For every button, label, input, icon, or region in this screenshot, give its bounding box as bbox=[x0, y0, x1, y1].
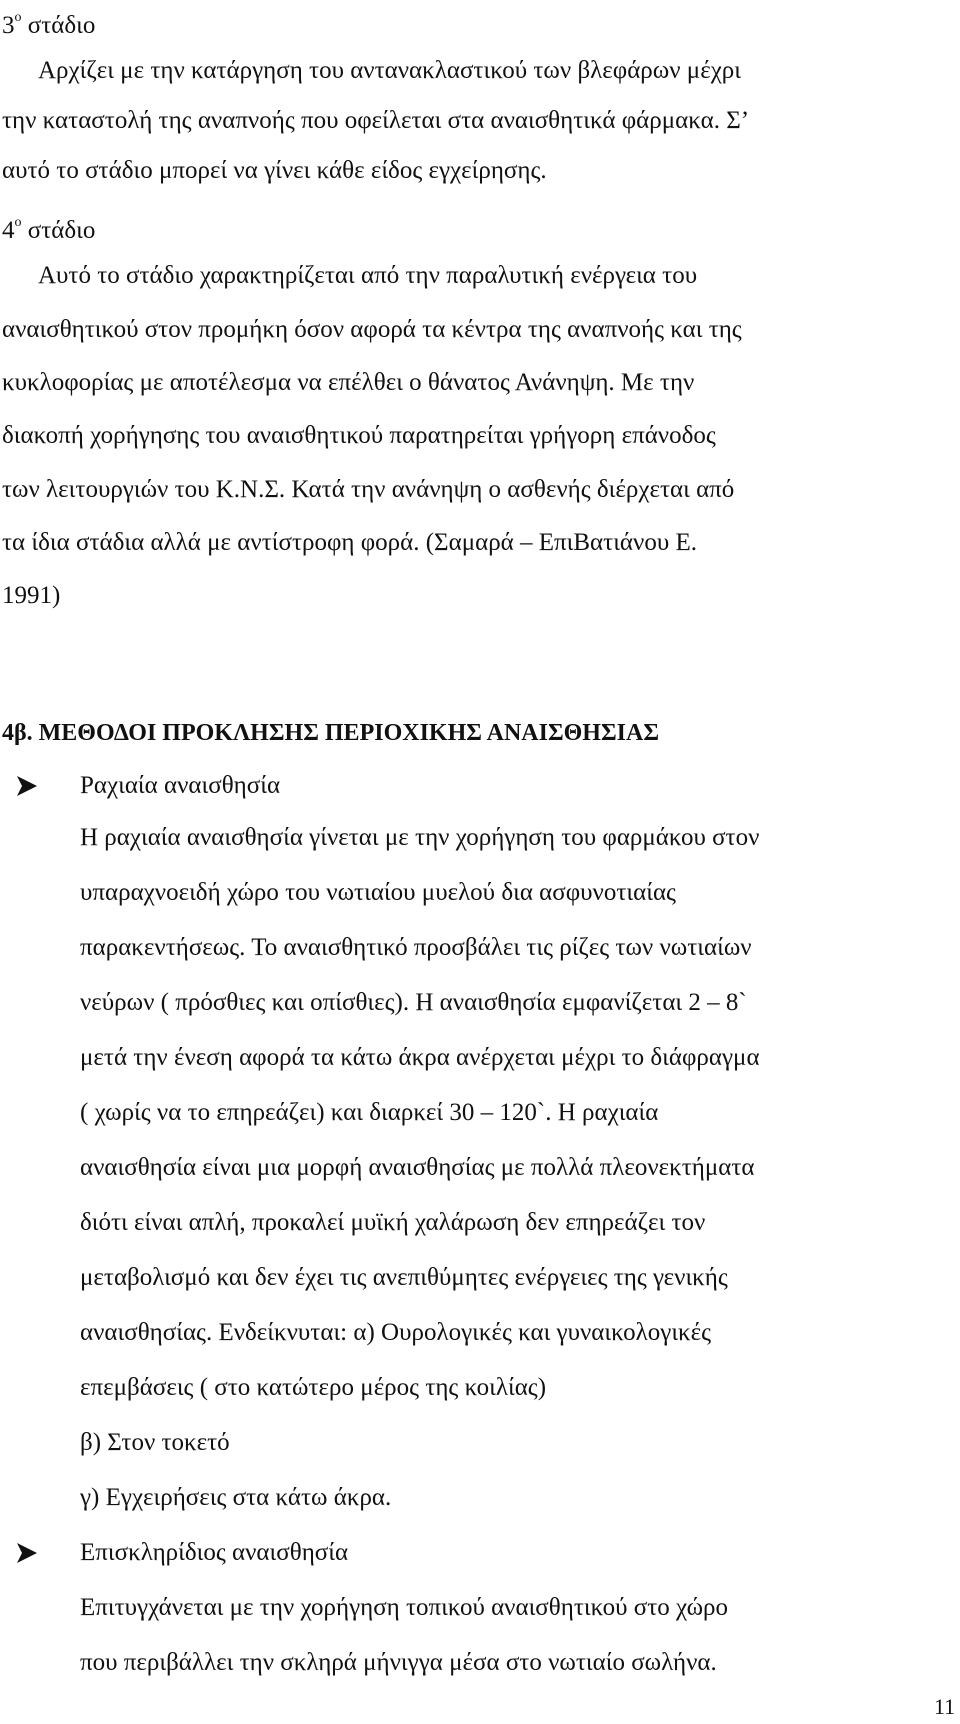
stage-3-ordinal: ο bbox=[14, 10, 22, 25]
stage-4-word: στάδιο bbox=[21, 217, 96, 244]
stage-4-line-5: των λειτουργιών του Κ.Ν.Σ. Κατά την ανάνηψη ο ασθενής διέρχεται από bbox=[2, 476, 735, 503]
arrow-bullet-icon bbox=[14, 773, 40, 799]
stage-4-line-6: τα ίδια στάδια αλλά με αντίστροφη φορά. (Σαμαρά – ΕπιΒατιάνου Ε. bbox=[2, 529, 697, 556]
spinal-line-6: ( χωρίς να το επηρεάζει) και διαρκεί 30 – 120`. Η ραχιαία bbox=[80, 1099, 659, 1126]
stage-4-line-2: αναισθητικού στον προμήκη όσον αφορά τα κέντρα της αναπνοής και της bbox=[2, 316, 742, 343]
spinal-line-7: αναισθησία είναι μια μορφή αναισθησίας με πολλά πλεονεκτήματα bbox=[80, 1154, 755, 1181]
bullet-item-spinal bbox=[0, 770, 960, 802]
spinal-line-4: νεύρων ( πρόσθιες και οπίσθιες). Η αναισθησία εμφανίζεται 2 – 8` bbox=[80, 989, 747, 1016]
stage-4-title bbox=[2, 207, 95, 247]
stage-4-ordinal: ο bbox=[14, 215, 22, 230]
stage-3-line-1: Αρχίζει με την κατάργηση του αντανακλαστικού των βλεφάρων μέχρι bbox=[38, 57, 741, 84]
page-number: 11 bbox=[934, 1694, 956, 1719]
stage-4-number: 4 bbox=[2, 217, 15, 244]
spinal-line-3: παρακεντήσεως. Το αναισθητικό προσβάλει τις ρίζες των νωτιαίων bbox=[80, 934, 752, 961]
stage-3-line-2: την καταστολή της αναπνοής που οφείλεται στα αναισθητικά φάρμακα. Σ’ bbox=[2, 107, 750, 134]
spinal-title: Ραχιαία αναισθησία bbox=[80, 772, 281, 799]
stage-4-line-3: κυκλοφορίας με αποτέλεσμα να επέλθει ο θάνατος Ανάνηψη. Με την bbox=[2, 369, 695, 396]
stage-4-line-7: 1991) bbox=[2, 582, 61, 609]
spinal-line-13: γ) Εγχειρήσεις στα κάτω άκρα. bbox=[80, 1484, 392, 1511]
spinal-line-1: Η ραχιαία αναισθησία γίνεται με την χορήγηση του φαρμάκου στον bbox=[80, 824, 760, 851]
spinal-line-2: υπαραχνοειδή χώρο του νωτιαίου μυελού δια ασφυνοτιαίας bbox=[80, 879, 676, 906]
spinal-line-11: επεμβάσεις ( στο κατώτερο μέρος της κοιλίας) bbox=[80, 1374, 547, 1401]
stage-3-number: 3 bbox=[2, 12, 15, 39]
epidural-line-1: Επιτυγχάνεται με την χορήγηση τοπικού αναισθητικού στο χώρο bbox=[80, 1594, 729, 1621]
stage-4-line-4: διακοπή χορήγησης του αναισθητικού παρατηρείται γρήγορη επάνοδος bbox=[2, 422, 716, 449]
spinal-line-9: μεταβολισμό και δεν έχει τις ανεπιθύμητες ενέργειες της γενικής bbox=[80, 1264, 728, 1291]
stage-4-line-1: Αυτό το στάδιο χαρακτηρίζεται από την παραλυτική ενέργεια του bbox=[38, 262, 698, 289]
spinal-line-8: διότι είναι απλή, προκαλεί μυϊκή χαλάρωση δεν επηρεάζει τον bbox=[80, 1209, 706, 1236]
spinal-line-12: β) Στον τοκετό bbox=[80, 1429, 230, 1456]
bullet-item-epidural bbox=[0, 1537, 960, 1569]
spinal-line-5: μετά την ένεση αφορά τα κάτω άκρα ανέρχεται μέχρι το διάφραγμα bbox=[80, 1044, 760, 1071]
spinal-line-10: αναισθησίας. Ενδείκνυται: α) Ουρολογικές και γυναικολογικές bbox=[80, 1319, 712, 1346]
stage-3-word: στάδιο bbox=[21, 12, 96, 39]
stage-3-line-3: αυτό το στάδιο μπορεί να γίνει κάθε είδος εγχείρησης. bbox=[2, 157, 547, 184]
section-heading: 4β. ΜΕΘΟΔΟΙ ΠΡΟΚΛΗΣΗΣ ΠΕΡΙΟΧΙΚΗΣ ΑΝΑΙΣΘΗΣΙΑΣ bbox=[2, 720, 660, 746]
stage-3-title bbox=[2, 2, 95, 42]
epidural-title: Επισκληρίδιος αναισθησία bbox=[80, 1539, 349, 1566]
arrow-bullet-icon bbox=[14, 1540, 40, 1566]
epidural-line-2: που περιβάλλει την σκληρά μήνιγγα μέσα στο νωτιαίο σωλήνα. bbox=[80, 1649, 717, 1676]
